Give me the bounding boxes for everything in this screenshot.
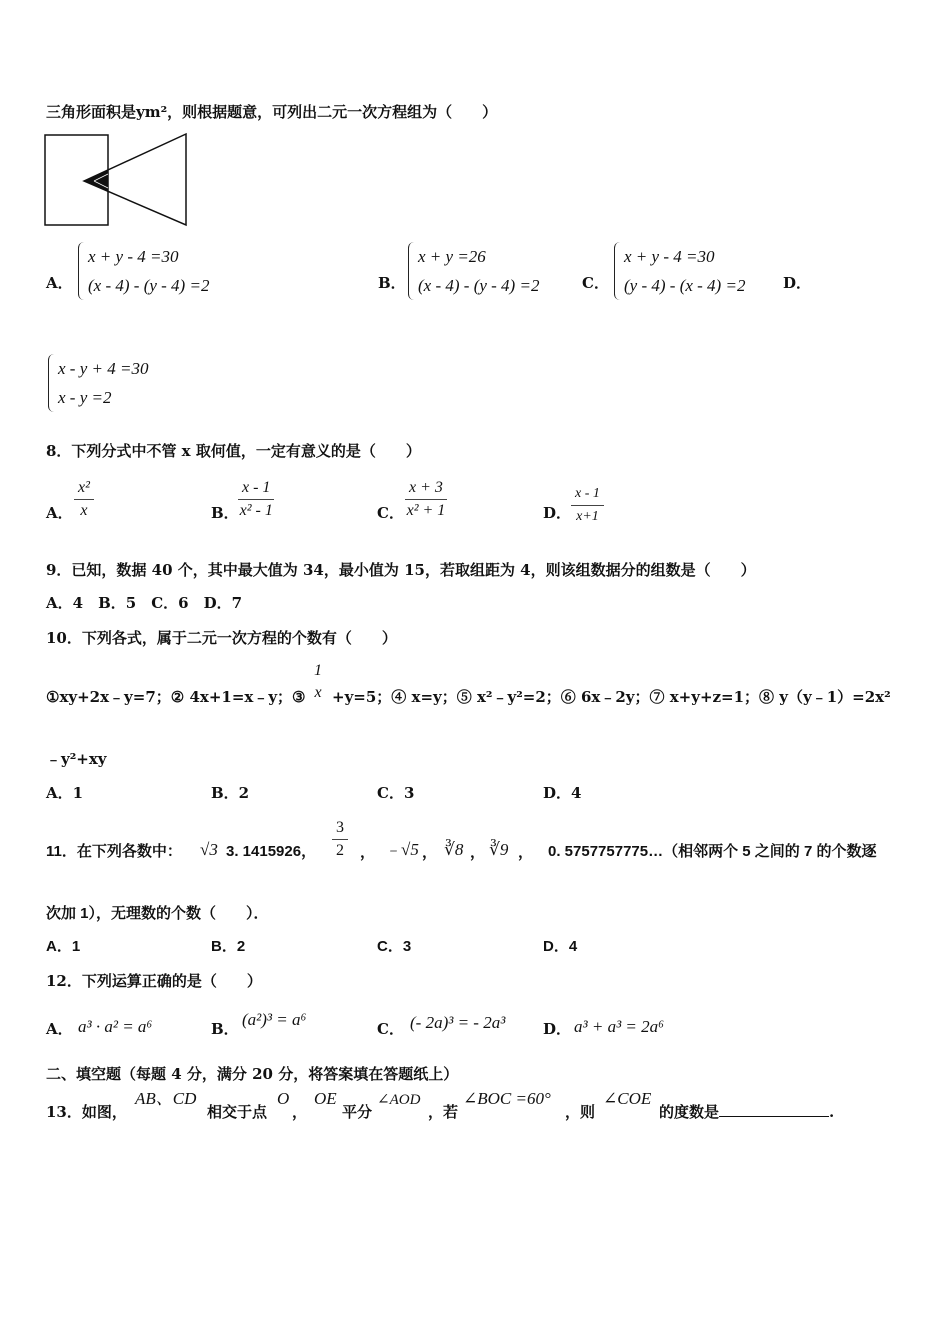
q11-num-tail: 0. 5757757775…（相邻两个 5 之间的 7 的个数逐 (548, 843, 877, 860)
q8-option-a-label[interactable]: A． (46, 504, 73, 522)
q8-option-b-fraction[interactable] (238, 478, 274, 521)
q11-num-sqrt3: √3 (200, 840, 218, 859)
q11-num-cbrt8: ∛8 (444, 840, 464, 859)
q8-option-c-fraction[interactable] (405, 478, 447, 521)
q8-option-d-fraction[interactable] (571, 484, 604, 527)
q10-option-d[interactable]: D．4 (543, 784, 582, 802)
q9-options[interactable]: A．4 B．5 C．6 D．7 (46, 594, 243, 612)
q8-option-d-label[interactable]: D． (543, 504, 572, 522)
q12-option-b-expr[interactable]: (a²)³ = a⁶ (242, 1010, 307, 1029)
q8-option-c-label[interactable]: C． (377, 504, 404, 522)
q13-period: . (829, 1103, 835, 1121)
q7-option-b-label[interactable]: B． (378, 274, 406, 292)
q8-a-num: x² (74, 478, 94, 500)
q12-option-b-label[interactable]: B． (211, 1020, 239, 1038)
q11-stem-a: 11．在下列各数中： (46, 843, 182, 860)
q7-b-eq2: (x - 4) - (y - 4) =2 (418, 276, 540, 295)
q13-text-d: ，若 (428, 1103, 459, 1121)
q11-option-d[interactable]: D．4 (543, 938, 578, 955)
q13-ab-cd: AB、CD (135, 1089, 197, 1108)
q7-figure (44, 132, 190, 228)
q7-option-a-system[interactable] (78, 242, 209, 300)
q10-item3-fraction (310, 661, 326, 703)
q7-option-b-system[interactable] (408, 242, 539, 300)
q10-option-a[interactable]: A．1 (46, 784, 84, 802)
q8-c-den: x² + 1 (406, 502, 446, 519)
q13-text-b: 相交于点 (207, 1103, 268, 1121)
q8-b-den: x² - 1 (239, 502, 273, 519)
q11-num-cbrt9: ∛9 (489, 840, 509, 859)
q13-text-e: ，则 (565, 1103, 596, 1121)
q13-angle-boc: ∠BOC =60° (463, 1089, 551, 1108)
q12-option-c-expr[interactable]: (- 2a)³ = - 2a³ (410, 1013, 506, 1032)
q11-comma-3: ， (470, 843, 486, 861)
q13-text-f (659, 1102, 834, 1122)
q10-items-c: ﹣y²+xy (46, 750, 107, 768)
q8-b-num: x - 1 (238, 478, 274, 500)
q12-option-a-expr[interactable]: a³ · a² = a⁶ (78, 1017, 153, 1036)
q9-stem: 9．已知，数据 40 个，其中最大值为 34，最小值为 15，若取组距为 4，则该组数据分的组数是（ ） (46, 561, 756, 579)
q13-text-a: 13．如图， (46, 1103, 127, 1121)
q10-frac-den: x (314, 684, 322, 701)
q12-option-d-expr[interactable]: a³ + a³ = 2a⁶ (574, 1017, 665, 1036)
q10-option-b[interactable]: B．2 (211, 784, 250, 802)
q8-a-den: x (80, 502, 88, 519)
q12-option-a-label[interactable]: A． (46, 1020, 73, 1038)
q12-option-d-label[interactable]: D． (543, 1020, 572, 1038)
q11-option-a[interactable]: A．1 (46, 938, 81, 955)
q11-comma-4: ， (518, 843, 534, 861)
q7-a-eq2: (x - 4) - (y - 4) =2 (88, 276, 210, 295)
q8-stem: 8．下列分式中不管 x 取何值，一定有意义的是（ ） (46, 442, 421, 460)
q7-d-eq2: x - y =2 (58, 388, 112, 407)
q8-d-den: x+1 (576, 509, 599, 524)
q12-option-c-label[interactable]: C． (377, 1020, 404, 1038)
q7-option-c-system[interactable] (614, 242, 745, 300)
q7-d-eq1: x - y + 4 =30 (58, 359, 149, 378)
q7-b-eq1: x + y =26 (418, 247, 486, 266)
q13-text-f-label: 的度数是 (659, 1103, 720, 1121)
q13-angle-coe: ∠COE (603, 1089, 652, 1108)
section-2-title: 二、填空题（每题 4 分，满分 20 分，将答案填在答题纸上） (46, 1065, 459, 1083)
q12-stem: 12．下列运算正确的是（ ） (46, 972, 262, 990)
q11-frac-den: 2 (336, 842, 344, 859)
q11-stem-b: 次加 1），无理数的个数（ ）． (46, 905, 269, 922)
q10-frac-num: 1 (314, 662, 322, 679)
q10-items-a: ①xy+2x﹣y=7；② 4x+1=x﹣y；③ (46, 688, 306, 706)
q11-comma-2: ， (422, 843, 438, 861)
q11-num-neg-sqrt5: ﹣√5 (384, 840, 419, 859)
q7-c-eq1: x + y - 4 =30 (624, 247, 715, 266)
q11-fraction (332, 818, 348, 861)
q11-frac-num: 3 (332, 818, 348, 840)
q10-items-b: +y=5；④ x=y；⑤ x²﹣y²=2；⑥ 6x﹣2y；⑦ x+y+z=1；⑧ y（y﹣1）=2x² (332, 688, 891, 706)
q8-d-num: x - 1 (571, 484, 604, 506)
q11-num-pi-approx: 3. 1415926， (226, 843, 317, 860)
q7-c-eq2: (y - 4) - (x - 4) =2 (624, 276, 746, 295)
q7-option-a-label[interactable]: A． (46, 274, 73, 292)
q11-option-b[interactable]: B．2 (211, 938, 246, 955)
q7-option-d-system[interactable] (48, 354, 148, 412)
q7-a-eq1: x + y - 4 =30 (88, 247, 179, 266)
q7-option-d-label[interactable]: D． (783, 274, 812, 292)
q8-c-num: x + 3 (405, 478, 447, 500)
q13-oe: OE (314, 1089, 337, 1108)
q13-answer-blank[interactable] (719, 1102, 829, 1117)
q7-stem: 三角形面积是ym²，则根据题意，可列出二元一次方程组为（ ） (46, 103, 498, 121)
q8-option-a-fraction[interactable] (74, 478, 94, 521)
q7-option-c-label[interactable]: C． (582, 274, 609, 292)
q11-option-c[interactable]: C．3 (377, 938, 412, 955)
q10-option-c[interactable]: C．3 (377, 784, 415, 802)
q13-angle-aod: ∠AOD (377, 1092, 421, 1108)
q13-point-o: O (277, 1089, 290, 1108)
q13-comma-1: ， (292, 1103, 308, 1121)
q8-option-b-label[interactable]: B． (211, 504, 239, 522)
q11-comma-1: ， (360, 843, 376, 861)
q10-stem: 10．下列各式，属于二元一次方程的个数有（ ） (46, 629, 397, 647)
q13-text-c: 平分 (342, 1103, 373, 1121)
